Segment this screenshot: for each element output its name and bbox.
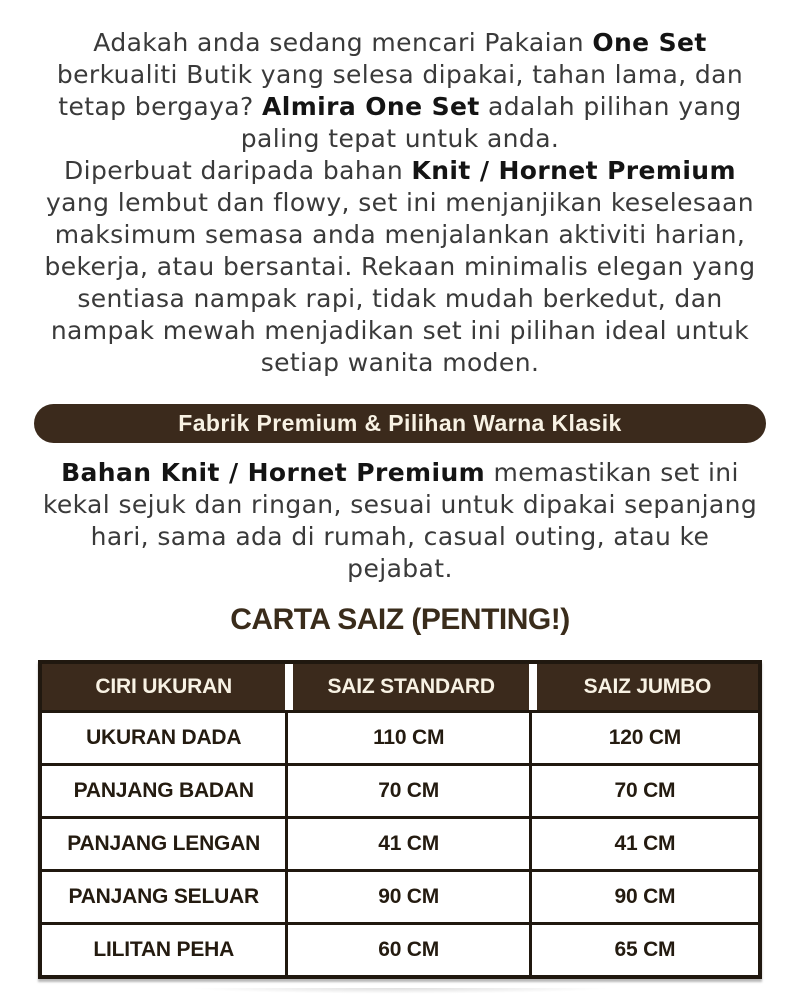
size-chart-table	[38, 660, 762, 979]
cell-standard: 70 CM	[285, 763, 528, 816]
fabric-paragraph	[37, 457, 763, 585]
section-banner	[34, 404, 766, 443]
cell-jumbo: 90 CM	[529, 869, 758, 922]
size-chart-header-row	[42, 664, 758, 710]
intro-paragraph-1	[37, 27, 763, 155]
cell-label: LILITAN PEHA	[42, 922, 285, 975]
text-segment: berkualiti Butik yang selesa dipakai, tahan lama, dan tetap bergaya?	[56, 60, 744, 121]
fabric-copy	[37, 457, 763, 585]
cell-jumbo: 41 CM	[529, 816, 758, 869]
section-banner-label: Fabrik Premium & Pilihan Warna Klasik	[178, 410, 622, 436]
table-row-lilitan-peha	[42, 922, 758, 975]
text-segment: memastikan set ini kekal sejuk dan ringan, sesuai untuk dipakai sepanjang hari, sama ada di rumah, casual outing, atau ke pejabat.	[42, 458, 758, 583]
column-header-saiz-jumbo: SAIZ JUMBO	[529, 664, 758, 710]
bold-text-segment: Almira One Set	[262, 92, 480, 121]
page-bottom-shadow	[100, 988, 700, 996]
text-segment: adalah pilihan yang paling tepat untuk anda.	[240, 92, 742, 153]
size-chart-title: CARTA SAIZ (PENTING!)	[230, 603, 570, 636]
table-row-ukuran-dada	[42, 710, 758, 763]
cell-jumbo: 65 CM	[529, 922, 758, 975]
column-header-saiz-standard: SAIZ STANDARD	[285, 664, 528, 710]
text-segment: Diperbuat daripada bahan	[64, 156, 412, 185]
text-segment: yang lembut dan flowy, set ini menjanjikan keselesaan maksimum semasa anda menjalankan aktiviti harian, bekerja, atau bersantai. Rekaan minimalis elegan yang sentiasa nampak rapi, tidak mudah berkedut, dan nampak mewah menjadikan set ini pilihan ideal untuk setiap wanita moden.	[44, 188, 756, 377]
cell-standard: 60 CM	[285, 922, 528, 975]
intro-copy	[37, 0, 763, 379]
table-row-panjang-lengan	[42, 816, 758, 869]
cell-label: PANJANG SELUAR	[42, 869, 285, 922]
table-row-panjang-seluar	[42, 869, 758, 922]
cell-jumbo: 70 CM	[529, 763, 758, 816]
bold-text-segment: Bahan Knit / Hornet Premium	[61, 458, 486, 487]
cell-label: PANJANG LENGAN	[42, 816, 285, 869]
cell-label: UKURAN DADA	[42, 710, 285, 763]
intro-paragraph-2	[37, 155, 763, 379]
cell-label: PANJANG BADAN	[42, 763, 285, 816]
cell-jumbo: 120 CM	[529, 710, 758, 763]
text-segment: Adakah anda sedang mencari Pakaian	[93, 28, 593, 57]
table-row-panjang-badan	[42, 763, 758, 816]
cell-standard: 41 CM	[285, 816, 528, 869]
bold-text-segment: One Set	[592, 28, 707, 57]
cell-standard: 90 CM	[285, 869, 528, 922]
cell-standard: 110 CM	[285, 710, 528, 763]
bold-text-segment: Knit / Hornet Premium	[411, 156, 736, 185]
column-header-ciri-ukuran: CIRI UKURAN	[42, 664, 285, 710]
